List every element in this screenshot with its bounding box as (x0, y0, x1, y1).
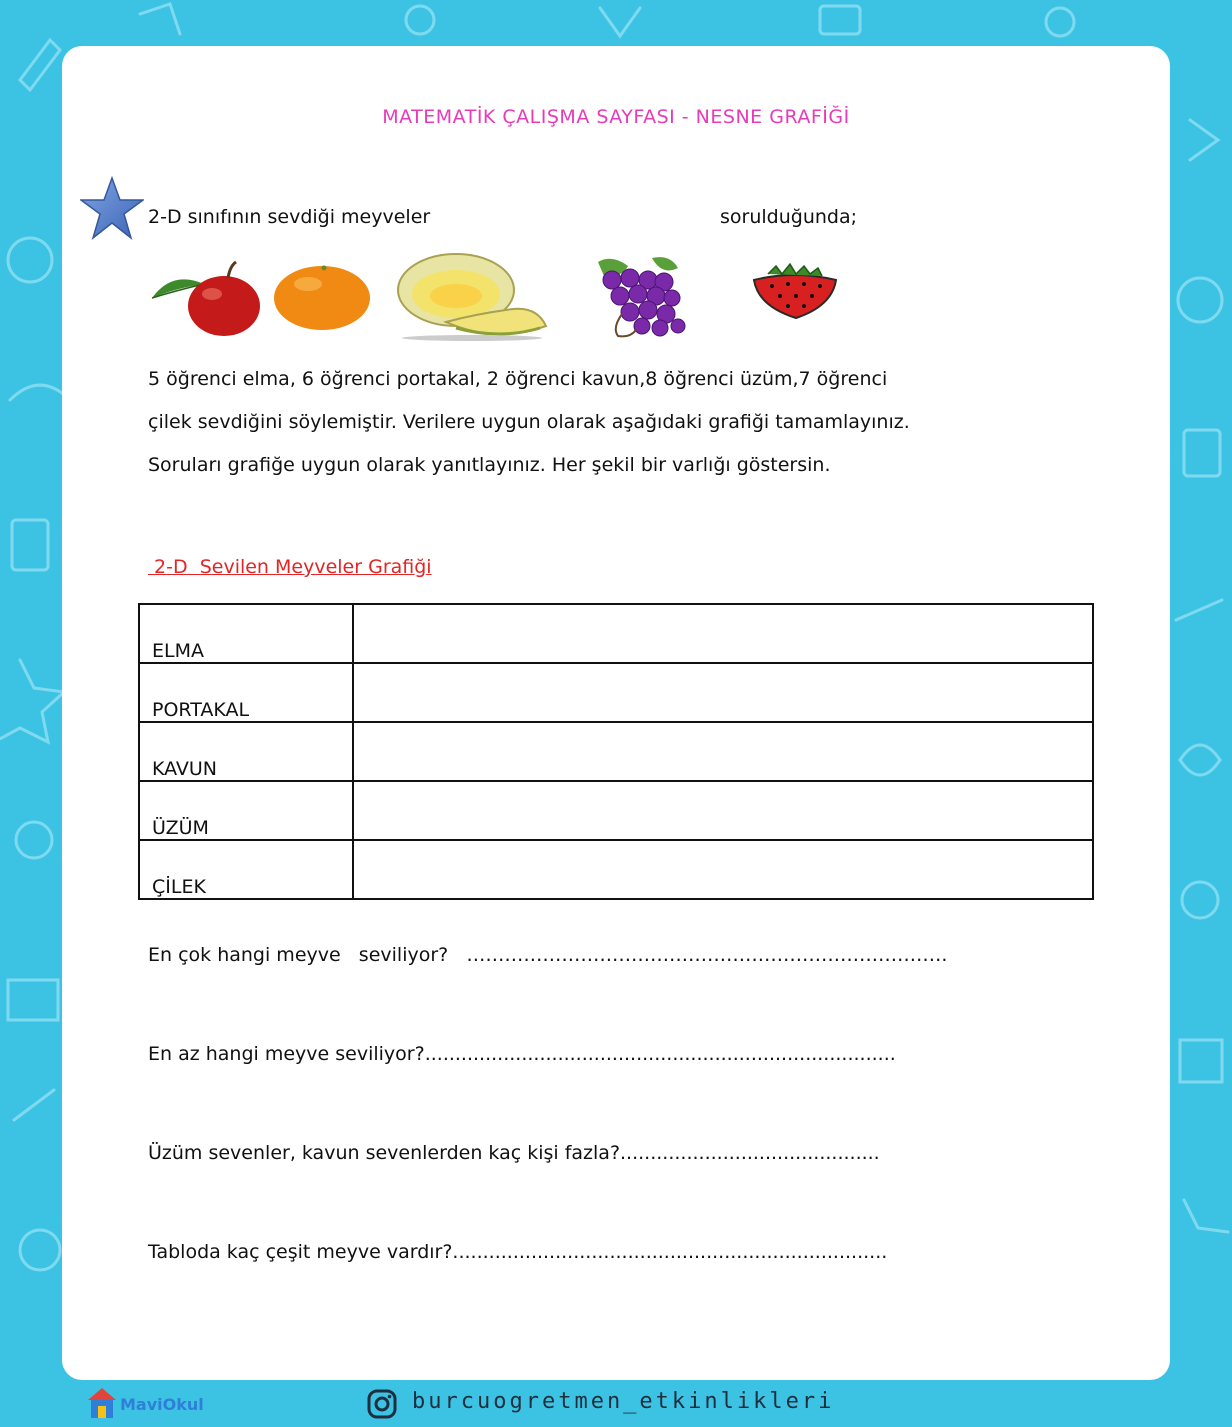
row-cell-portakal[interactable] (353, 663, 1093, 722)
row-label-cilek: ÇİLEK (139, 840, 353, 899)
problem-line: 5 öğrenci elma, 6 öğrenci portakal, 2 öğrenci kavun,8 öğrenci üzüm,7 öğrenci (148, 368, 888, 390)
row-label-uzum: ÜZÜM (139, 781, 353, 840)
strawberry-icon (748, 262, 842, 320)
table-row (139, 781, 1093, 840)
question-3: Üzüm sevenler, kavun sevenlerden kaç kişi fazla?........................................... (148, 1142, 880, 1164)
question-1: En çok hangi meyve seviliyor? …………………………………………………………………. (148, 944, 948, 966)
row-cell-elma[interactable] (353, 604, 1093, 663)
row-label-portakal: PORTAKAL (139, 663, 353, 722)
problem-text (148, 358, 1108, 487)
graph-title: 2-D Sevilen Meyveler Grafiği (148, 556, 432, 578)
question-4: Tabloda kaç çeşit meyve vardır?........................................................................ (148, 1241, 888, 1263)
instagram-handle: burcuogretmen_etkinlikleri (412, 1389, 835, 1414)
apple-icon (148, 258, 264, 338)
row-cell-kavun[interactable] (353, 722, 1093, 781)
maviokul-logo-text: MaviOkul (120, 1395, 204, 1414)
instagram-icon (366, 1388, 398, 1420)
problem-line: çilek sevdiğini söylemiştir. Verilere uygun olarak aşağıdaki grafiği tamamlayınız. (148, 411, 910, 433)
row-label-kavun: KAVUN (139, 722, 353, 781)
question-2: En az hangi meyve seviliyor?.............................................................................. (148, 1043, 896, 1065)
object-graph-table (138, 603, 1094, 900)
table-row (139, 840, 1093, 899)
table-row (139, 604, 1093, 663)
melon-icon (386, 250, 550, 342)
table-row (139, 722, 1093, 781)
intro-left: 2-D sınıfının sevdiği meyveler (148, 206, 431, 228)
row-cell-uzum[interactable] (353, 781, 1093, 840)
orange-icon (272, 262, 372, 332)
table-row (139, 663, 1093, 722)
row-cell-cilek[interactable] (353, 840, 1093, 899)
maviokul-logo (86, 1386, 118, 1422)
row-label-elma: ELMA (139, 604, 353, 663)
intro-right: sorulduğunda; (720, 206, 858, 228)
grapes-icon (582, 252, 706, 342)
page-title: MATEMATİK ÇALIŞMA SAYFASI - NESNE GRAFİĞİ (382, 106, 850, 128)
problem-line: Soruları grafiğe uygun olarak yanıtlayınız. Her şekil bir varlığı göstersin. (148, 454, 831, 476)
star-icon (80, 176, 144, 240)
